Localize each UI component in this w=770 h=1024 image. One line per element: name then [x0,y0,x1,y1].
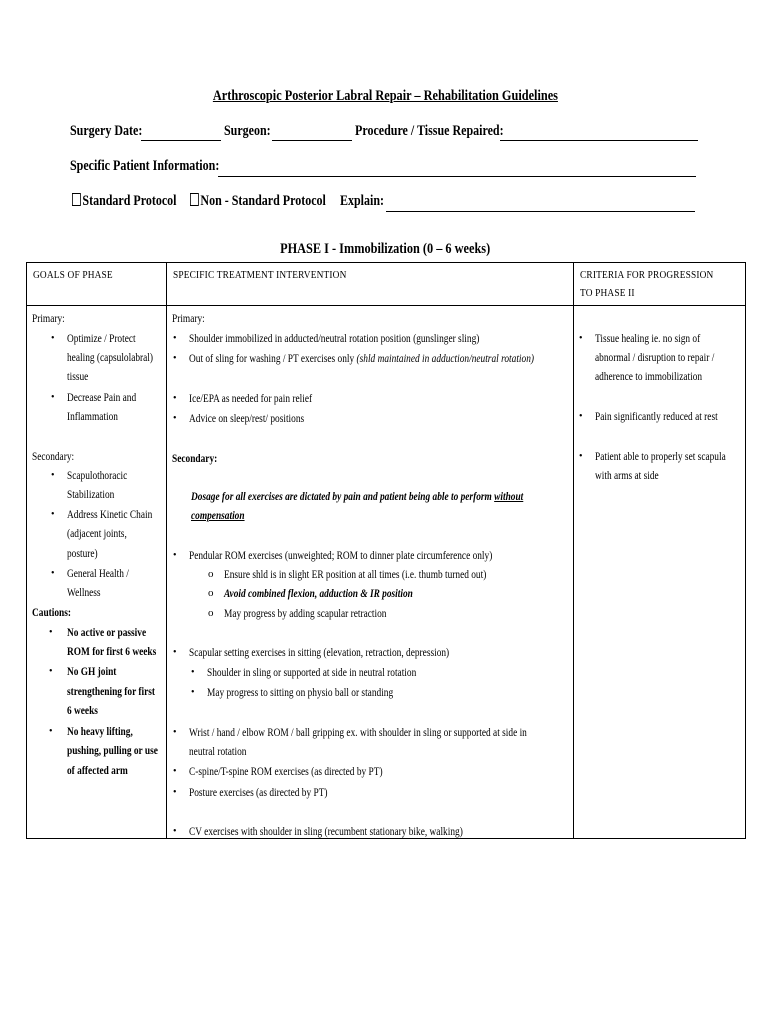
caution-item: 6 weeks [67,703,98,717]
bullet: • [173,413,177,424]
goal-item: healing (capsulolabral) [67,350,154,364]
treatment-subitem: Shoulder in sling or supported at side in neutral rotation [207,665,417,679]
treatment-subitem: May progress to sitting on physio ball or standing [207,685,394,699]
treatment-subitem: Avoid combined flexion, adduction & IR position [224,586,413,600]
goal-item: Decrease Pain and [67,390,137,404]
bullet: • [173,826,177,837]
bullet: • [173,333,177,344]
treatment-item: CV exercises with shoulder in sling (recumbent stationary bike, walking) [189,824,463,838]
bullet: • [51,509,55,520]
surgery-date-label: Surgery Date: [70,123,143,139]
header-treatment: SPECIFIC TREATMENT INTERVENTION [167,263,574,306]
phase-table [26,262,746,839]
goal-item: posture) [67,546,98,560]
bullet: • [51,470,55,481]
surgeon-field[interactable] [272,139,352,141]
dosage-note: compensation [191,508,245,522]
goal-item: Scapulothoracic [67,468,128,482]
bullet: • [579,411,583,422]
treatment-item: Posture exercises (as directed by PT) [189,785,328,799]
criteria-cell [574,306,746,839]
dosage-note: Dosage for all exercises are dictated by pain and patient being able to perform without [191,489,524,503]
bullet: • [579,333,583,344]
sub-bullet: o [208,568,214,580]
bullet: • [51,568,55,579]
goals-secondary-label: Secondary: [32,449,75,463]
sub-bullet: o [208,587,214,599]
treatment-item: neutral rotation [189,744,247,758]
criteria-item: Patient able to properly set scapula [595,449,726,463]
criteria-item: Pain significantly reduced at rest [595,409,718,423]
header-criteria: CRITERIA FOR PROGRESSION TO PHASE II [574,263,746,306]
non-standard-protocol-option[interactable]: Non - Standard Protocol [190,193,360,210]
bullet: • [51,392,55,403]
treatment-item: C-spine/T-spine ROM exercises (as directed by PT) [189,764,383,778]
criteria-item: abnormal / disruption to repair / [595,350,715,364]
procedure-label: Procedure / Tissue Repaired: [355,123,504,139]
goals-cell [27,306,167,839]
criteria-item: adherence to immobilization [595,369,703,383]
goal-item: (adjacent joints, [67,526,127,540]
sub-bullet: o [208,607,214,619]
goal-item: Optimize / Protect [67,331,136,345]
treatment-item: Out of sling for washing / PT exercises only (shld maintained in adduction/neutral rotation) [189,351,535,365]
treatment-item: Scapular setting exercises in sitting (elevation, retraction, depression) [189,645,450,659]
treatment-secondary-label: Secondary: [172,451,218,465]
criteria-item: Tissue healing ie. no sign of [595,331,701,345]
procedure-field[interactable] [500,139,698,141]
goal-item: tissue [67,369,89,383]
goal-item: Address Kinetic Chain [67,507,153,521]
caution-item: No GH joint [67,664,117,678]
bullet: • [51,333,55,344]
surgeon-label: Surgeon: [224,123,271,139]
non-standard-protocol-checkbox[interactable] [190,193,199,206]
treatment-item: Ice/EPA as needed for pain relief [189,391,313,405]
patient-info-label: Specific Patient Information: [70,158,220,174]
standard-protocol-checkbox[interactable] [72,193,81,206]
explain-label: Explain: [340,193,385,209]
bullet: • [49,627,53,638]
standard-protocol-option[interactable]: Standard Protocol [72,193,203,210]
bullet: • [173,787,177,798]
treatment-item: Shoulder immobilized in adducted/neutral rotation position (gunslinger sling) [189,331,480,345]
criteria-item: with arms at side [595,468,659,482]
header-goals: GOALS OF PHASE [27,263,167,306]
goal-item: Inflammation [67,409,118,423]
bullet: • [49,666,53,677]
treatment-primary-label: Primary: [172,311,205,325]
treatment-item: Advice on sleep/rest/ positions [189,411,305,425]
goal-item: General Health / [67,566,129,580]
bullet: • [173,647,177,658]
table-body-row [27,306,746,839]
caution-item: No active or passive [67,625,147,639]
bullet: • [173,353,177,364]
document-title: Arthroscopic Posterior Labral Repair – Rehabilitation Guidelines [212,88,558,104]
bullet: • [173,393,177,404]
bullet: • [191,687,195,698]
phase-title: PHASE I - Immobilization (0 – 6 weeks) [279,241,491,257]
treatment-item: Wrist / hand / elbow ROM / ball gripping ex. with shoulder in sling or supported at side in [189,725,527,739]
bullet: • [49,726,53,737]
patient-info-field[interactable] [218,175,696,177]
goals-primary-label: Primary: [32,311,65,325]
table-header-row [27,263,746,306]
treatment-subitem: May progress by adding scapular retraction [224,606,387,620]
goal-item: Wellness [67,585,101,599]
goal-item: Stabilization [67,487,115,501]
surgery-date-field[interactable] [141,139,221,141]
bullet: • [191,667,195,678]
cautions-label: Cautions: [32,605,72,619]
treatment-subitem: Ensure shld is in slight ER position at all times (i.e. thumb turned out) [224,567,487,581]
bullet: • [173,766,177,777]
treatment-item: Pendular ROM exercises (unweighted; ROM to dinner plate circumference only) [189,548,493,562]
bullet: • [579,451,583,462]
caution-item: ROM for first 6 weeks [67,644,157,658]
caution-item: strengthening for first [67,684,156,698]
bullet: • [173,550,177,561]
explain-field[interactable] [386,210,695,212]
caution-item: of affected arm [67,763,128,777]
bullet: • [173,727,177,738]
caution-item: No heavy lifting, [67,724,133,738]
caution-item: pushing, pulling or use [67,743,158,757]
treatment-cell [167,306,574,839]
